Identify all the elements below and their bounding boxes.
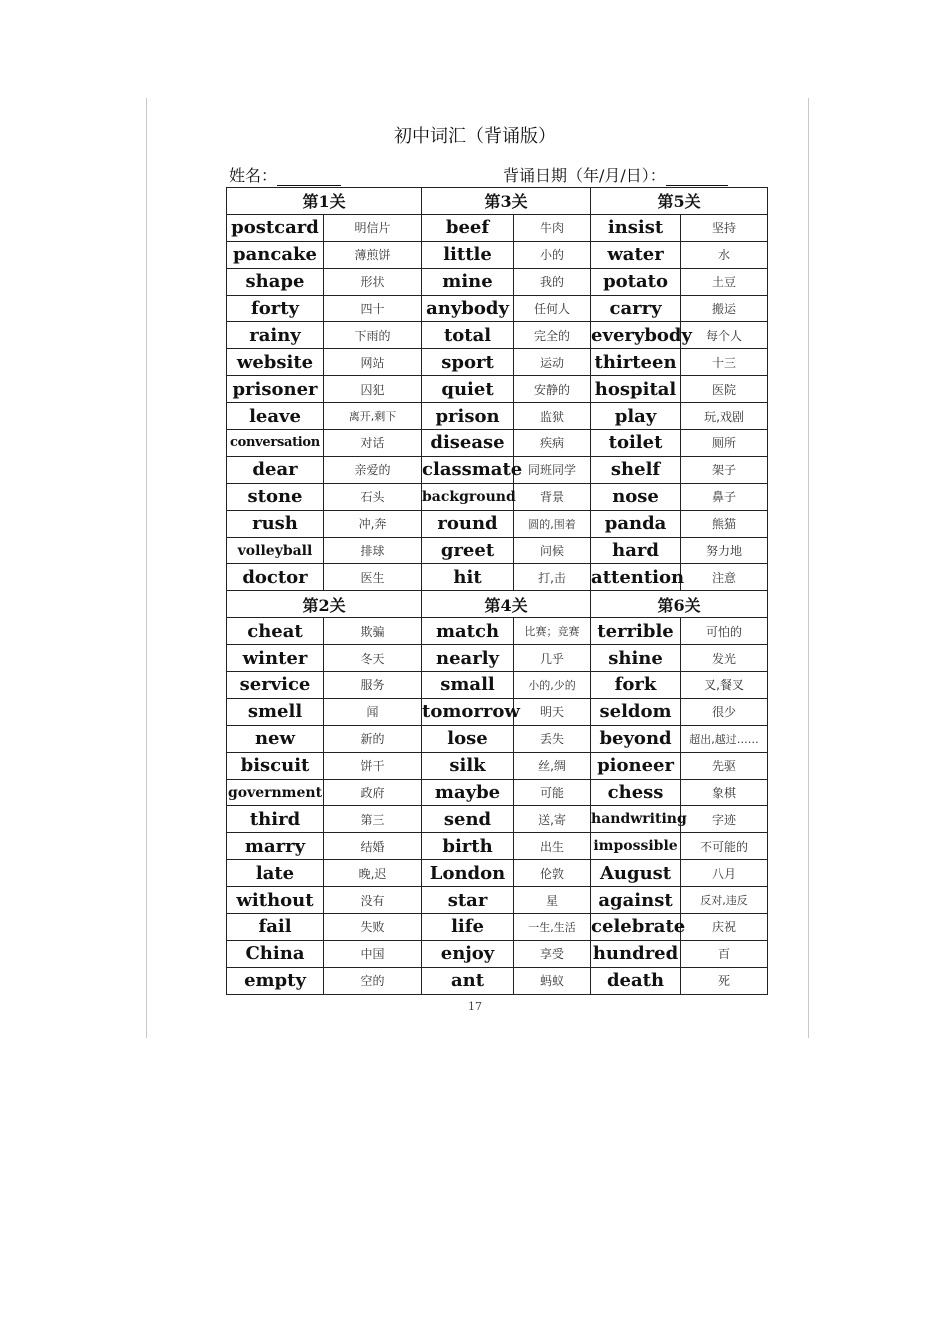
table-row: [227, 806, 768, 833]
table-row: [227, 376, 768, 403]
chinese-meaning: 不可能的: [681, 833, 768, 860]
english-word: insist: [591, 214, 681, 241]
english-word: celebrate: [591, 914, 681, 941]
chinese-meaning: 玩,戏剧: [681, 403, 768, 430]
chinese-meaning: 反对,违反: [681, 887, 768, 914]
english-word: death: [591, 967, 681, 994]
table-row: [227, 967, 768, 994]
chinese-meaning: 运动: [514, 349, 591, 376]
english-word: hit: [422, 564, 514, 591]
chinese-meaning: 坚持: [681, 214, 768, 241]
table-row: [227, 430, 768, 457]
chinese-meaning: 闻: [324, 698, 422, 725]
table-row: [227, 833, 768, 860]
chinese-meaning: 安静的: [514, 376, 591, 403]
english-word: rush: [227, 510, 324, 537]
chinese-meaning: 很少: [681, 698, 768, 725]
table-row: [227, 268, 768, 295]
chinese-meaning: 搬运: [681, 295, 768, 322]
chinese-meaning: 小的,少的: [514, 672, 591, 699]
english-word: silk: [422, 752, 514, 779]
english-word: fail: [227, 914, 324, 941]
chinese-meaning: 亲爱的: [324, 456, 422, 483]
chinese-meaning: 第三: [324, 806, 422, 833]
table-row: [227, 322, 768, 349]
chinese-meaning: 字迹: [681, 806, 768, 833]
chinese-meaning: 星: [514, 887, 591, 914]
table-row: [227, 456, 768, 483]
section-header: 第3关: [422, 188, 591, 215]
english-word: stone: [227, 483, 324, 510]
vocabulary-table: [226, 187, 768, 995]
english-word: disease: [422, 430, 514, 457]
english-word: postcard: [227, 214, 324, 241]
table-row: [227, 860, 768, 887]
english-word: pioneer: [591, 752, 681, 779]
english-word: forty: [227, 295, 324, 322]
chinese-meaning: 送,寄: [514, 806, 591, 833]
section-header-row: [227, 188, 768, 215]
table-row: [227, 349, 768, 376]
chinese-meaning: 叉,餐叉: [681, 672, 768, 699]
table-row: [227, 672, 768, 699]
chinese-meaning: 失败: [324, 914, 422, 941]
english-word: prison: [422, 403, 514, 430]
english-word: late: [227, 860, 324, 887]
english-word: tomorrow: [422, 698, 514, 725]
chinese-meaning: 服务: [324, 672, 422, 699]
english-word: pancake: [227, 241, 324, 268]
chinese-meaning: 排球: [324, 537, 422, 564]
table-row: [227, 887, 768, 914]
english-word: star: [422, 887, 514, 914]
english-word: service: [227, 672, 324, 699]
chinese-meaning: 冬天: [324, 645, 422, 672]
chinese-meaning: 每个人: [681, 322, 768, 349]
chinese-meaning: 背景: [514, 483, 591, 510]
english-word: leave: [227, 403, 324, 430]
name-blank: [277, 169, 341, 186]
chinese-meaning: 一生,生活: [514, 914, 591, 941]
chinese-meaning: 超出,越过……: [681, 725, 768, 752]
english-word: hundred: [591, 940, 681, 967]
chinese-meaning: 疾病: [514, 430, 591, 457]
chinese-meaning: 鼻子: [681, 483, 768, 510]
table-row: [227, 940, 768, 967]
chinese-meaning: 厕所: [681, 430, 768, 457]
english-word: greet: [422, 537, 514, 564]
chinese-meaning: 没有: [324, 887, 422, 914]
table-row: [227, 779, 768, 806]
english-word: terrible: [591, 618, 681, 645]
english-word: doctor: [227, 564, 324, 591]
chinese-meaning: 政府: [324, 779, 422, 806]
english-word: without: [227, 887, 324, 914]
english-word: biscuit: [227, 752, 324, 779]
chinese-meaning: 发光: [681, 645, 768, 672]
english-word: chess: [591, 779, 681, 806]
chinese-meaning: 十三: [681, 349, 768, 376]
english-word: anybody: [422, 295, 514, 322]
english-word: attention: [591, 564, 681, 591]
table-row: [227, 725, 768, 752]
chinese-meaning: 努力地: [681, 537, 768, 564]
english-word: life: [422, 914, 514, 941]
english-word: seldom: [591, 698, 681, 725]
english-word: August: [591, 860, 681, 887]
section-header: 第1关: [227, 188, 422, 215]
table-row: [227, 241, 768, 268]
english-word: London: [422, 860, 514, 887]
chinese-meaning: 庆祝: [681, 914, 768, 941]
english-word: potato: [591, 268, 681, 295]
chinese-meaning: 冲,奔: [324, 510, 422, 537]
english-word: panda: [591, 510, 681, 537]
english-word: beef: [422, 214, 514, 241]
english-word: nearly: [422, 645, 514, 672]
table-row: [227, 618, 768, 645]
chinese-meaning: 结婚: [324, 833, 422, 860]
table-row: [227, 645, 768, 672]
chinese-meaning: 问候: [514, 537, 591, 564]
english-word: fork: [591, 672, 681, 699]
english-word: prisoner: [227, 376, 324, 403]
english-word: against: [591, 887, 681, 914]
chinese-meaning: 四十: [324, 295, 422, 322]
chinese-meaning: 比赛；竞赛: [514, 618, 591, 645]
english-word: quiet: [422, 376, 514, 403]
chinese-meaning: 伦敦: [514, 860, 591, 887]
english-word: rainy: [227, 322, 324, 349]
english-word: thirteen: [591, 349, 681, 376]
section-header: 第2关: [227, 591, 422, 618]
english-word: everybody: [591, 322, 681, 349]
chinese-meaning: 丝,绸: [514, 752, 591, 779]
english-word: marry: [227, 833, 324, 860]
table-row: [227, 564, 768, 591]
chinese-meaning: 明信片: [324, 214, 422, 241]
section-header: 第6关: [591, 591, 768, 618]
chinese-meaning: 欺骗: [324, 618, 422, 645]
english-word: maybe: [422, 779, 514, 806]
chinese-meaning: 薄煎饼: [324, 241, 422, 268]
english-word: website: [227, 349, 324, 376]
chinese-meaning: 对话: [324, 430, 422, 457]
chinese-meaning: 医院: [681, 376, 768, 403]
chinese-meaning: 石头: [324, 483, 422, 510]
english-word: shape: [227, 268, 324, 295]
table-row: [227, 214, 768, 241]
chinese-meaning: 下雨的: [324, 322, 422, 349]
english-word: birth: [422, 833, 514, 860]
chinese-meaning: 蚂蚁: [514, 967, 591, 994]
chinese-meaning: 囚犯: [324, 376, 422, 403]
english-word: toilet: [591, 430, 681, 457]
chinese-meaning: 可怕的: [681, 618, 768, 645]
english-word: carry: [591, 295, 681, 322]
english-word: shine: [591, 645, 681, 672]
page-margin-line-left: [146, 98, 147, 1038]
page-margin-line-right: [808, 98, 809, 1038]
english-word: handwriting: [591, 806, 681, 833]
chinese-meaning: 监狱: [514, 403, 591, 430]
table-row: [227, 537, 768, 564]
section-header-row: [227, 591, 768, 618]
english-word: government: [227, 779, 324, 806]
english-word: match: [422, 618, 514, 645]
chinese-meaning: 熊猫: [681, 510, 768, 537]
chinese-meaning: 八月: [681, 860, 768, 887]
table-row: [227, 510, 768, 537]
date-field: [503, 163, 728, 186]
chinese-meaning: 牛肉: [514, 214, 591, 241]
chinese-meaning: 打,击: [514, 564, 591, 591]
chinese-meaning: 明天: [514, 698, 591, 725]
english-word: volleyball: [227, 537, 324, 564]
english-word: conversation: [227, 430, 324, 457]
english-word: dear: [227, 456, 324, 483]
english-word: China: [227, 940, 324, 967]
page-title: 初中词汇（背诵版）: [394, 126, 556, 147]
english-word: sport: [422, 349, 514, 376]
english-word: empty: [227, 967, 324, 994]
english-word: round: [422, 510, 514, 537]
table-row: [227, 295, 768, 322]
english-word: background: [422, 483, 514, 510]
english-word: classmate: [422, 456, 514, 483]
chinese-meaning: 完全的: [514, 322, 591, 349]
date-blank: [666, 169, 728, 186]
chinese-meaning: 医生: [324, 564, 422, 591]
chinese-meaning: 象棋: [681, 779, 768, 806]
chinese-meaning: 水: [681, 241, 768, 268]
english-word: ant: [422, 967, 514, 994]
chinese-meaning: 土豆: [681, 268, 768, 295]
english-word: hospital: [591, 376, 681, 403]
table-row: [227, 403, 768, 430]
english-word: shelf: [591, 456, 681, 483]
chinese-meaning: 架子: [681, 456, 768, 483]
chinese-meaning: 新的: [324, 725, 422, 752]
english-word: little: [422, 241, 514, 268]
english-word: cheat: [227, 618, 324, 645]
english-word: send: [422, 806, 514, 833]
english-word: third: [227, 806, 324, 833]
table-row: [227, 698, 768, 725]
chinese-meaning: 百: [681, 940, 768, 967]
chinese-meaning: 任何人: [514, 295, 591, 322]
chinese-meaning: 注意: [681, 564, 768, 591]
chinese-meaning: 可能: [514, 779, 591, 806]
english-word: impossible: [591, 833, 681, 860]
chinese-meaning: 饼干: [324, 752, 422, 779]
chinese-meaning: 网站: [324, 349, 422, 376]
english-word: winter: [227, 645, 324, 672]
english-word: nose: [591, 483, 681, 510]
table-row: [227, 483, 768, 510]
chinese-meaning: 离开,剩下: [324, 403, 422, 430]
english-word: water: [591, 241, 681, 268]
english-word: small: [422, 672, 514, 699]
english-word: smell: [227, 698, 324, 725]
section-header: 第5关: [591, 188, 768, 215]
chinese-meaning: 几乎: [514, 645, 591, 672]
name-field: [229, 163, 341, 186]
chinese-meaning: 中国: [324, 940, 422, 967]
english-word: hard: [591, 537, 681, 564]
chinese-meaning: 我的: [514, 268, 591, 295]
english-word: enjoy: [422, 940, 514, 967]
english-word: beyond: [591, 725, 681, 752]
chinese-meaning: 圆的,围着: [514, 510, 591, 537]
chinese-meaning: 享受: [514, 940, 591, 967]
chinese-meaning: 空的: [324, 967, 422, 994]
chinese-meaning: 出生: [514, 833, 591, 860]
chinese-meaning: 先驱: [681, 752, 768, 779]
date-label: 背诵日期（年/月/日）：: [503, 166, 666, 185]
chinese-meaning: 死: [681, 967, 768, 994]
chinese-meaning: 小的: [514, 241, 591, 268]
table-row: [227, 914, 768, 941]
chinese-meaning: 丢失: [514, 725, 591, 752]
chinese-meaning: 同班同学: [514, 456, 591, 483]
table-row: [227, 752, 768, 779]
english-word: total: [422, 322, 514, 349]
page-number: 17: [468, 1000, 482, 1013]
english-word: new: [227, 725, 324, 752]
name-label: 姓名：: [229, 166, 278, 185]
section-header: 第4关: [422, 591, 591, 618]
english-word: play: [591, 403, 681, 430]
english-word: mine: [422, 268, 514, 295]
english-word: lose: [422, 725, 514, 752]
chinese-meaning: 晚,迟: [324, 860, 422, 887]
chinese-meaning: 形状: [324, 268, 422, 295]
